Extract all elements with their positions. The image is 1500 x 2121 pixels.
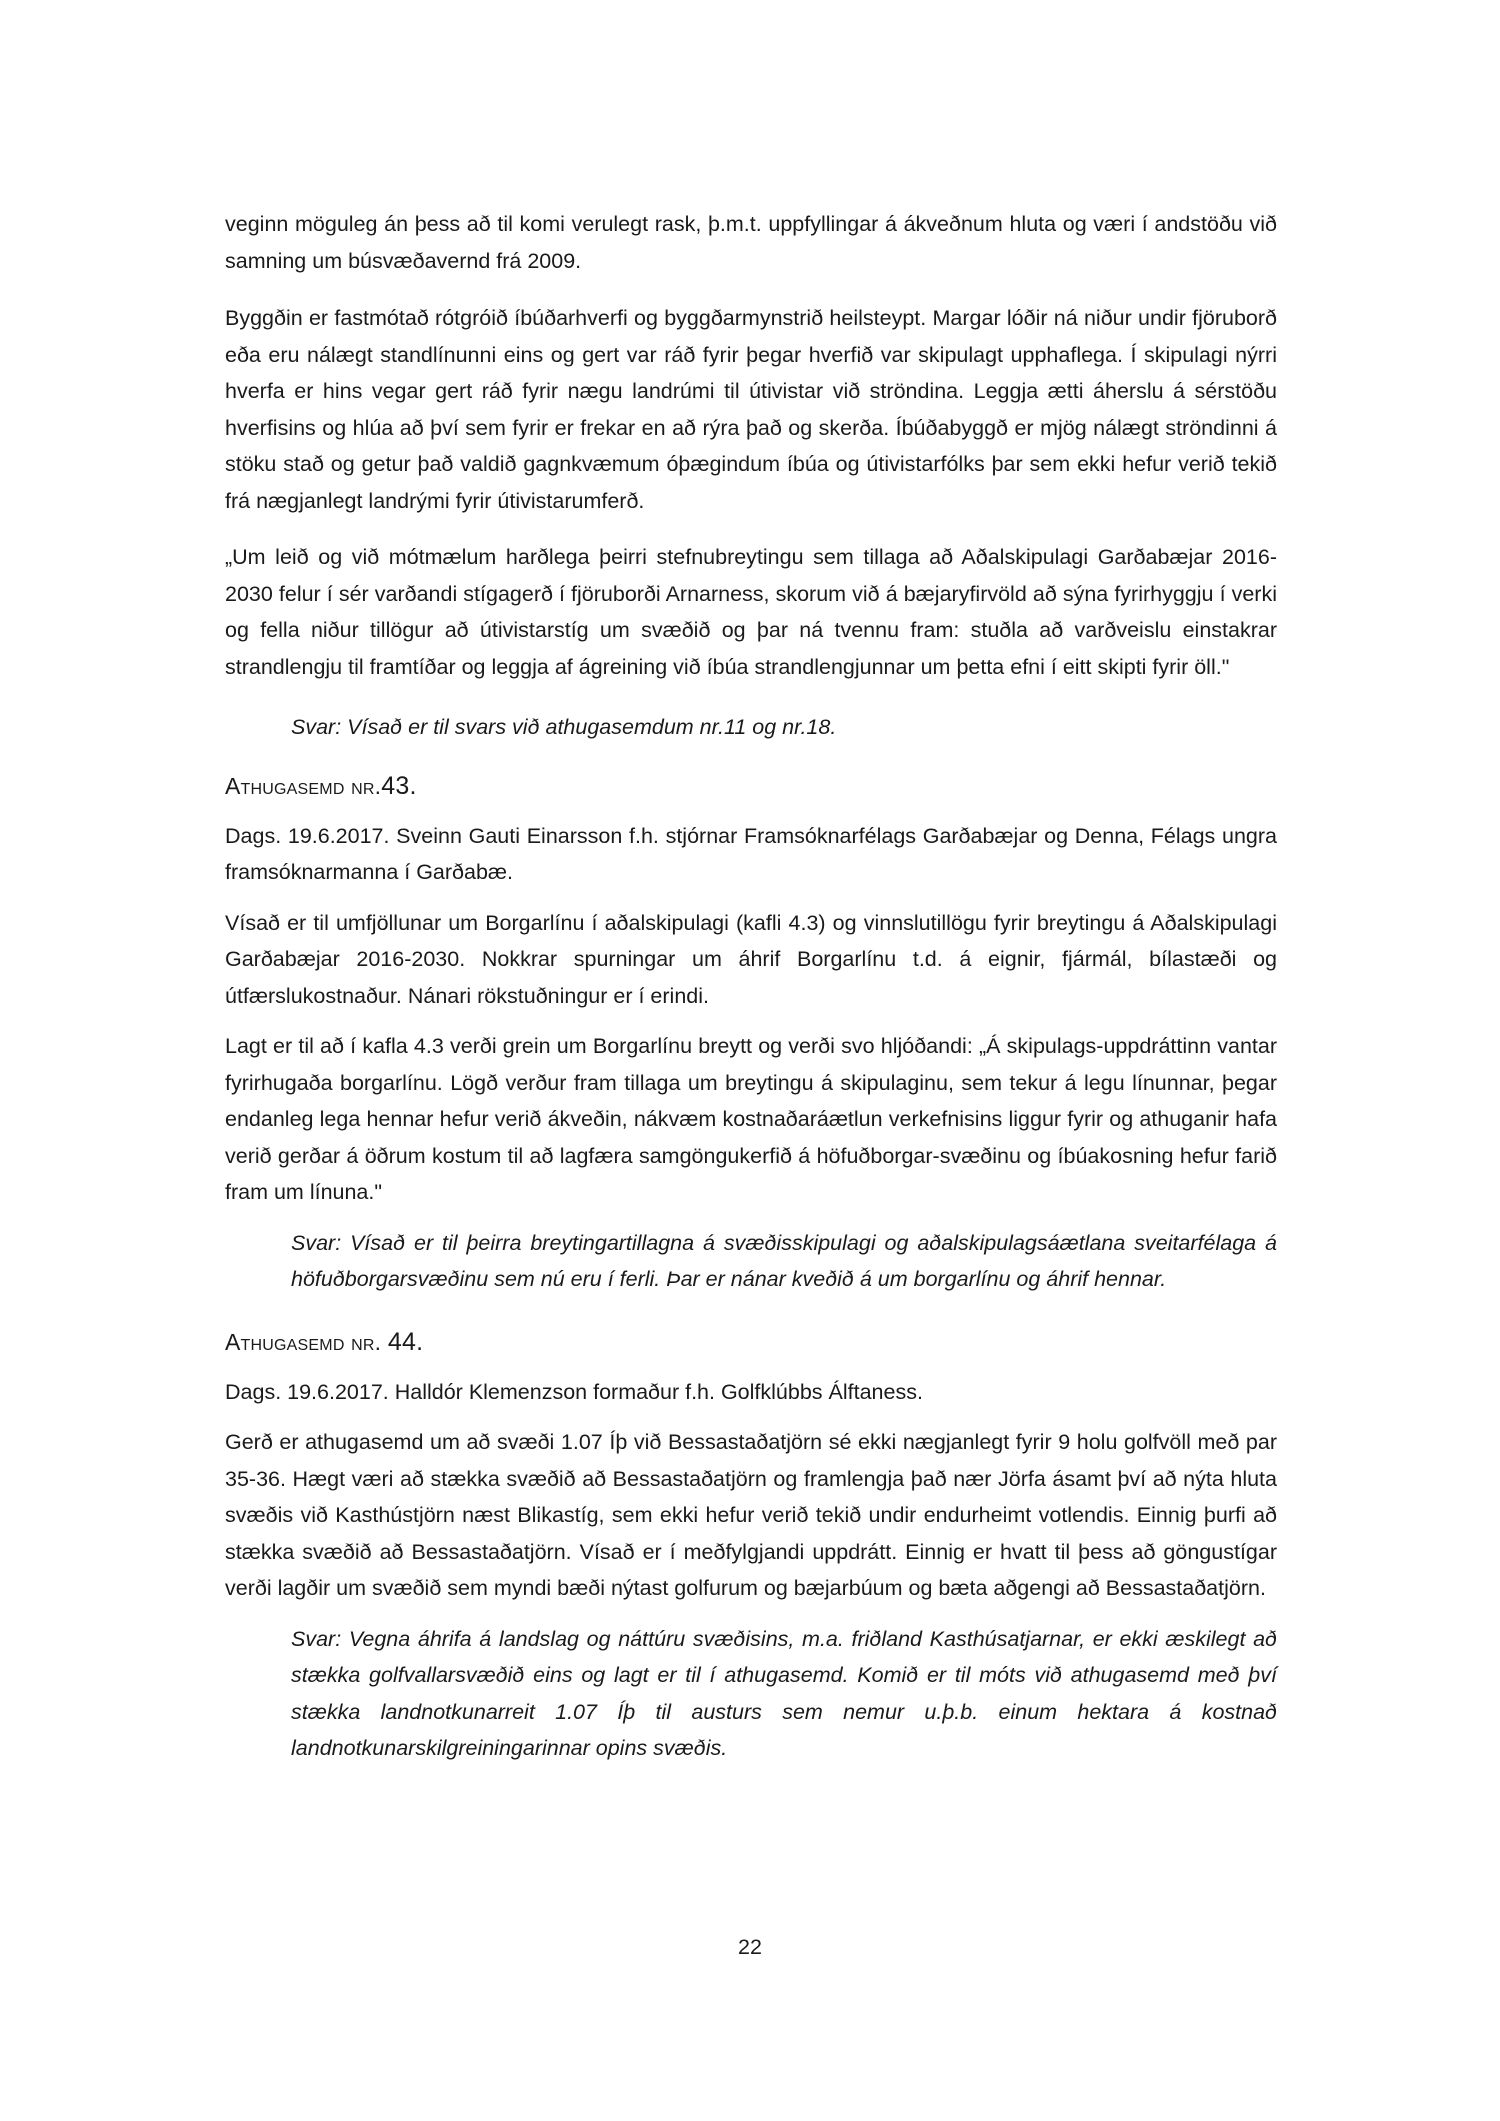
dags-43: Dags. 19.6.2017. Sveinn Gauti Einarsson f.h. stjórnar Framsóknarfélags Garðabæjar og Denna, Félags ungra framsóknarmanna í Garðabæ. [225,823,1277,884]
body-43-2: Lagt er til að í kafla 4.3 verði grein um Borgarlínu breytt og verði svo hljóðandi: „Á skipulags-uppdráttinn vantar fyrirhugaða borgarlínu. Lögð verður fram tillaga um breytingu á skipulaginu, sem tekur á legu línunnar, þegar endanleg lega hennar hefur verið ákveðin, nákvæm kostnaðaráætlun verkefnisins liggur fyrir og athuganir hafa verið gerðar á öðrum kostum til að lagfæra samgöngukerfið á höfuðborgar-svæðinu og íbúakosning hefur farið fram um línuna." [225,1034,1277,1204]
heading-label: Athugasemd nr. [225,772,382,799]
paragraph-intro-continuation: veginn möguleg án þess að til komi verulegt rask, þ.m.t. uppfyllingar á ákveðnum hluta og væri í andstöðu við samning um búsvæðavernd frá 2009. [225,212,1277,273]
heading-number: 44. [387,1327,424,1356]
heading-number: 43. [381,771,417,800]
heading-athugasemd-43 [225,768,1277,804]
heading-label: Athugasemd nr. [225,1328,382,1355]
heading-athugasemd-44 [225,1324,1277,1360]
reply-44: Svar: Vegna áhrifa á landslag og náttúru svæðisins, m.a. friðland Kasthúsatjarnar, er ekki æskilegt að stækka golfvallarsvæðið eins og lagt er til í athugasemd. Komið er til móts við athugasemd með því stækka landnotkunarreit 1.07 Íþ til austurs sem nemur u.þ.b. einum hektara á kostnað landnotkunarskilgreiningarinnar opins svæðis. [291,1626,1277,1760]
page-content [225,206,1277,1767]
paragraph-settlement: Byggðin er fastmótað rótgróið íbúðarhverfi og byggðarmynstrið heilsteypt. Margar lóðir ná niður undir fjöruborð eða eru nálægt standlínunni eins og gert var ráð fyrir þegar hverfið var skipulagt upphaflega. Í skipulagi nýrri hverfa er hins vegar gert ráð fyrir nægu landrúmi til útivistar við ströndina. Leggja ætti áherslu á sérstöðu hverfisins og hlúa að því sem fyrir er frekar en að rýra það og skerða. Íbúðabyggð er mjög nálægt ströndinni á stöku stað og getur það valdið gagnkvæmum óþægindum íbúa og útivistarfólks þar sem ekki hefur verið tekið frá nægjanlegt landrými fyrir útivistarumferð. [225,306,1277,513]
reply-first: Svar: Vísað er til svars við athugasemdum nr.11 og nr.18. [291,715,837,739]
reply-43: Svar: Vísað er til þeirra breytingartillagna á svæðisskipulagi og aðalskipulagsáætlana sveitarfélaga á höfuðborgarsvæðinu sem nú eru í ferli. Þar er nánar kveðið á um borgarlínu og áhrif hennar. [291,1230,1277,1291]
body-44-1: Gerð er athugasemd um að svæði 1.07 Íþ við Bessastaðatjörn sé ekki nægjanlegt fyrir 9 holu golfvöll með par 35-36. Hægt væri að stækka svæðið að Bessastaðatjörn og framlengja það nær Jörfa ásamt því að nýta hluta svæðis við Kasthústjörn næst Blikastíg, sem ekki hefur verið tekið undir endurheimt votlendis. Einnig þurfi að stækka svæðið að Bessastaðatjörn. Vísað er í meðfylgjandi uppdrátt. Einnig er hvatt til þess að göngustígar verði lagðir um svæðið sem myndi bæði nýtast golfurum og bæjarbúum og bæta aðgengi að Bessastaðatjörn. [225,1430,1277,1600]
page-number: 22 [738,1935,762,1959]
dags-44: Dags. 19.6.2017. Halldór Klemenzson formaður f.h. Golfklúbbs Álftaness. [225,1379,923,1404]
paragraph-quote: „Um leið og við mótmælum harðlega þeirri stefnubreytingu sem tillaga að Aðalskipulagi Garðabæjar 2016-2030 felur í sér varðandi stígagerð í fjöruborði Arnarness, skorum við á bæjaryfirvöld að sýna fyrirhyggju í verki og fella niður tillögur að útivistarstíg um svæðið og þar ná tvennu fram: stuðla að varðveislu einstakrar strandlengju til framtíðar og leggja af ágreining við íbúa strandlengjunnar um þetta efni í eitt skipti fyrir öll." [225,545,1277,679]
body-43-1: Vísað er til umfjöllunar um Borgarlínu í aðalskipulagi (kafli 4.3) og vinnslutillögu fyrir breytingu á Aðalskipulagi Garðabæjar 2016-2030. Nokkrar spurningar um áhrif Borgarlínu t.d. á eignir, fjármál, bílastæði og útfærslukostnaður. Nánari rökstuðningur er í erindi. [225,910,1277,1008]
